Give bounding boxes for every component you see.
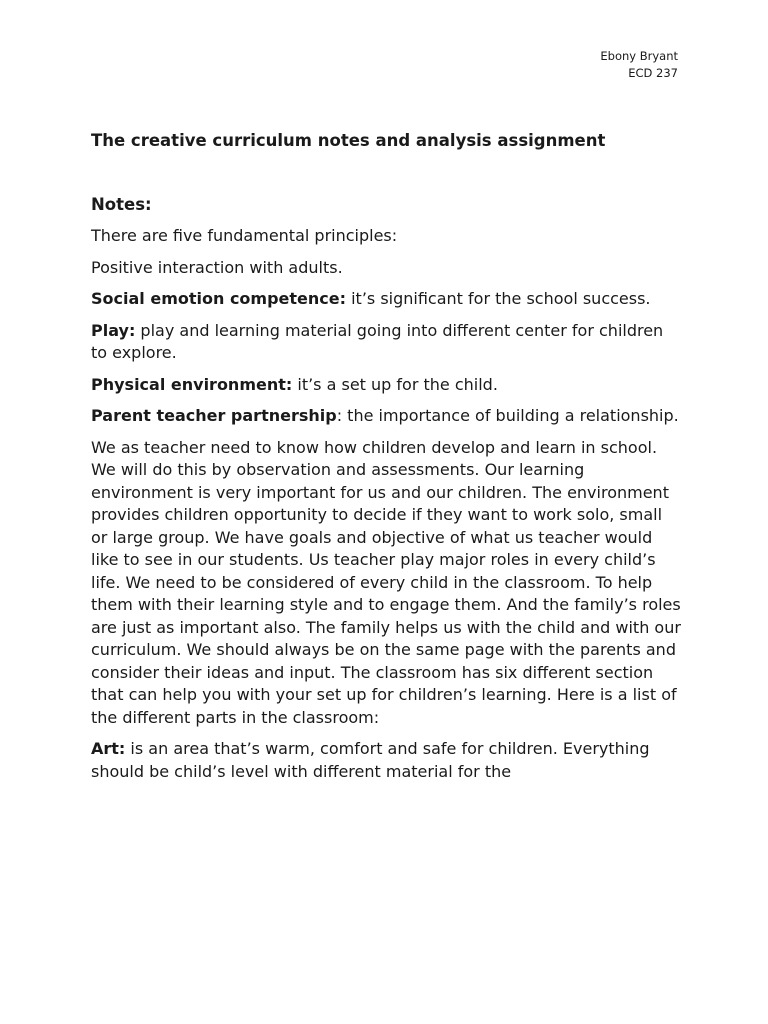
- social-emotion-text: it’s significant for the school success.: [346, 289, 651, 308]
- play-label: Play:: [91, 320, 136, 340]
- play-text: play and learning material going into different center for children to explore.: [91, 320, 664, 362]
- paragraph-parent-teacher: [91, 405, 681, 428]
- paragraph-positive-interaction: Positive interaction with adults.: [91, 257, 343, 277]
- document-title: The creative curriculum notes and analysis assignment: [91, 131, 606, 150]
- document-body: [91, 130, 681, 792]
- physical-environment-text: it’s a set up for the child.: [292, 374, 498, 394]
- art-text: is an area that’s warm, comfort and safe for children. Everything should be child’s level with different material for the: [91, 739, 650, 781]
- paragraph-main-body: We as teacher need to know how children develop and learn in school. We will do this by observation and assessments. Our learning environment is very important for us and our children. The environment provides children opportunity to decide if they want to work solo, small or large group. We have goals and objective of what us teacher would like to see in our students. Us teacher play major roles in every child’s life. We need to be considered of every child in the classroom. To help them with their learning style and to engage them. And the family’s roles are just as important also. The family helps us with the child and with our curriculum. We should always be on the same page with the parents and consider their ideas and input. The classroom has six different section that can help you with your set up for children’s learning. Here is a list of the different parts in the classroom:: [91, 437, 681, 727]
- paragraph-art: [91, 738, 681, 783]
- parent-teacher-label: Parent teacher partnership: [91, 406, 337, 425]
- paragraph-physical-environment: [91, 374, 681, 397]
- course-code: ECD 237: [628, 66, 678, 80]
- notes-heading: Notes:: [91, 195, 152, 214]
- art-label: Art:: [91, 739, 126, 758]
- author-header: [600, 48, 678, 82]
- paragraph-play: [91, 320, 681, 365]
- parent-teacher-text: : the importance of building a relationship.: [336, 406, 679, 425]
- author-name: Ebony Bryant: [600, 49, 678, 63]
- paragraph-principles-intro: There are five fundamental principles:: [91, 226, 398, 245]
- physical-environment-label: Physical environment:: [91, 374, 293, 394]
- paragraph-social-emotion: [91, 288, 681, 311]
- social-emotion-label: Social emotion competence:: [91, 289, 347, 308]
